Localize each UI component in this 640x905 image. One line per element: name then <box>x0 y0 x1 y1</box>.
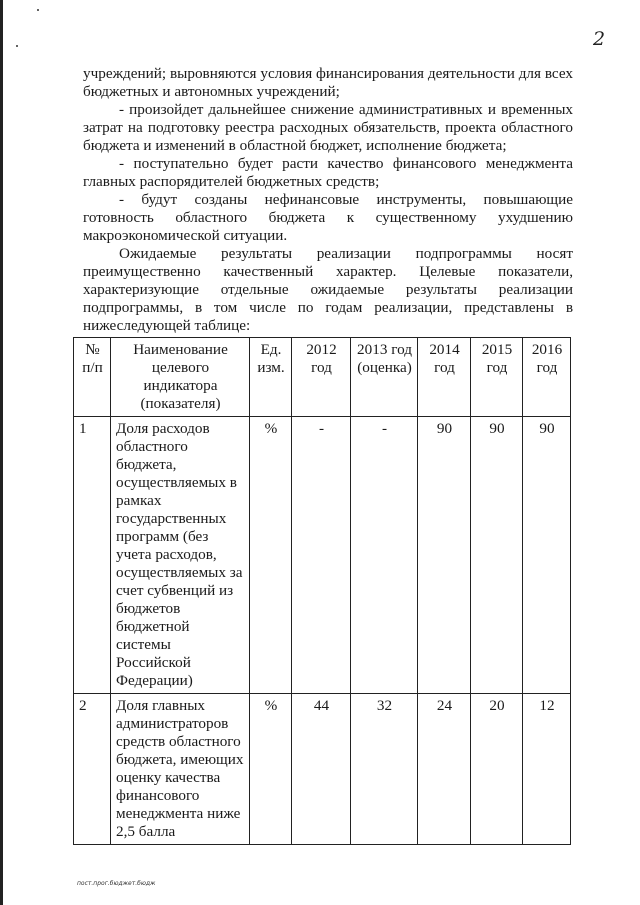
header-2012: 2012 год <box>292 338 351 417</box>
header-name: Наименование целевого индикатора (показателя) <box>111 338 250 417</box>
cell-num: 1 <box>74 417 111 694</box>
paragraph-line: - поступательно будет расти качество финансового менеджмента <box>119 155 573 172</box>
cell-2016: 12 <box>523 694 571 845</box>
paragraph-line: Ожидаемые результаты реализации подпрограммы носят <box>119 245 573 262</box>
cell-unit: % <box>250 417 292 694</box>
table-header-row <box>74 338 571 417</box>
paragraph-line: характеризующие отдельные ожидаемые результаты реализации <box>83 281 573 298</box>
header-2014: 2014 год <box>418 338 471 417</box>
header-unit: Ед. изм. <box>250 338 292 417</box>
indicators-table <box>73 337 571 845</box>
paragraph-line: учреждений; выровняются условия финансирования деятельности для всех <box>83 65 573 82</box>
cell-unit: % <box>250 694 292 845</box>
cell-name: Доля расходов областного бюджета, осуществляемых в рамках государственных программ (без учета расходов, осуществляемых за счет субвенций из бюджетов бюджетной системы Российской Федерации) <box>111 417 250 694</box>
cell-2013: - <box>351 417 418 694</box>
paragraph-line: макроэкономической ситуации. <box>83 227 288 244</box>
cell-2016: 90 <box>523 417 571 694</box>
scan-speck <box>37 9 39 11</box>
cell-2015: 90 <box>471 417 523 694</box>
cell-2012: 44 <box>292 694 351 845</box>
table-row <box>74 694 571 845</box>
paragraph-line: подпрограммы, в том числе по годам реализации, представлены в <box>83 299 573 316</box>
cell-2015: 20 <box>471 694 523 845</box>
cell-name: Доля главных администраторов средств областного бюджета, имеющих оценку качества финансового менеджмента ниже 2,5 балла <box>111 694 250 845</box>
page-number: 2 <box>593 28 606 50</box>
paragraph-line: бюджетных и автономных учреждений; <box>83 83 340 100</box>
table-row <box>74 417 571 694</box>
body-text <box>83 65 573 335</box>
scan-speck <box>16 45 18 47</box>
header-num: № п/п <box>74 338 111 417</box>
paragraph-line: - будут созданы нефинансовые инструменты, повышающие <box>119 191 573 208</box>
header-2013: 2013 год (оценка) <box>351 338 418 417</box>
cell-2014: 24 <box>418 694 471 845</box>
paragraph-line: бюджета и изменений в областной бюджет, исполнение бюджета; <box>83 137 507 154</box>
paragraph-line: - произойдет дальнейшее снижение административных и временных <box>119 101 573 118</box>
paragraph-line: главных распорядителей бюджетных средств; <box>83 173 380 190</box>
cell-2013: 32 <box>351 694 418 845</box>
cell-2012: - <box>292 417 351 694</box>
paragraph-line: готовность областного бюджета к существенному ухудшению <box>83 209 573 226</box>
paragraph-line: нижеследующей таблице: <box>83 317 251 334</box>
cell-2014: 90 <box>418 417 471 694</box>
header-2016: 2016 год <box>523 338 571 417</box>
paragraph-line: преимущественно качественный характер. Целевые показатели, <box>83 263 573 280</box>
paragraph-line: затрат на подготовку реестра расходных обязательств, проекта областного <box>83 119 573 136</box>
scan-edge <box>0 0 3 905</box>
header-2015: 2015 год <box>471 338 523 417</box>
cell-num: 2 <box>74 694 111 845</box>
footer-filename: пост.прог.бюджет.бюдж <box>77 880 156 887</box>
